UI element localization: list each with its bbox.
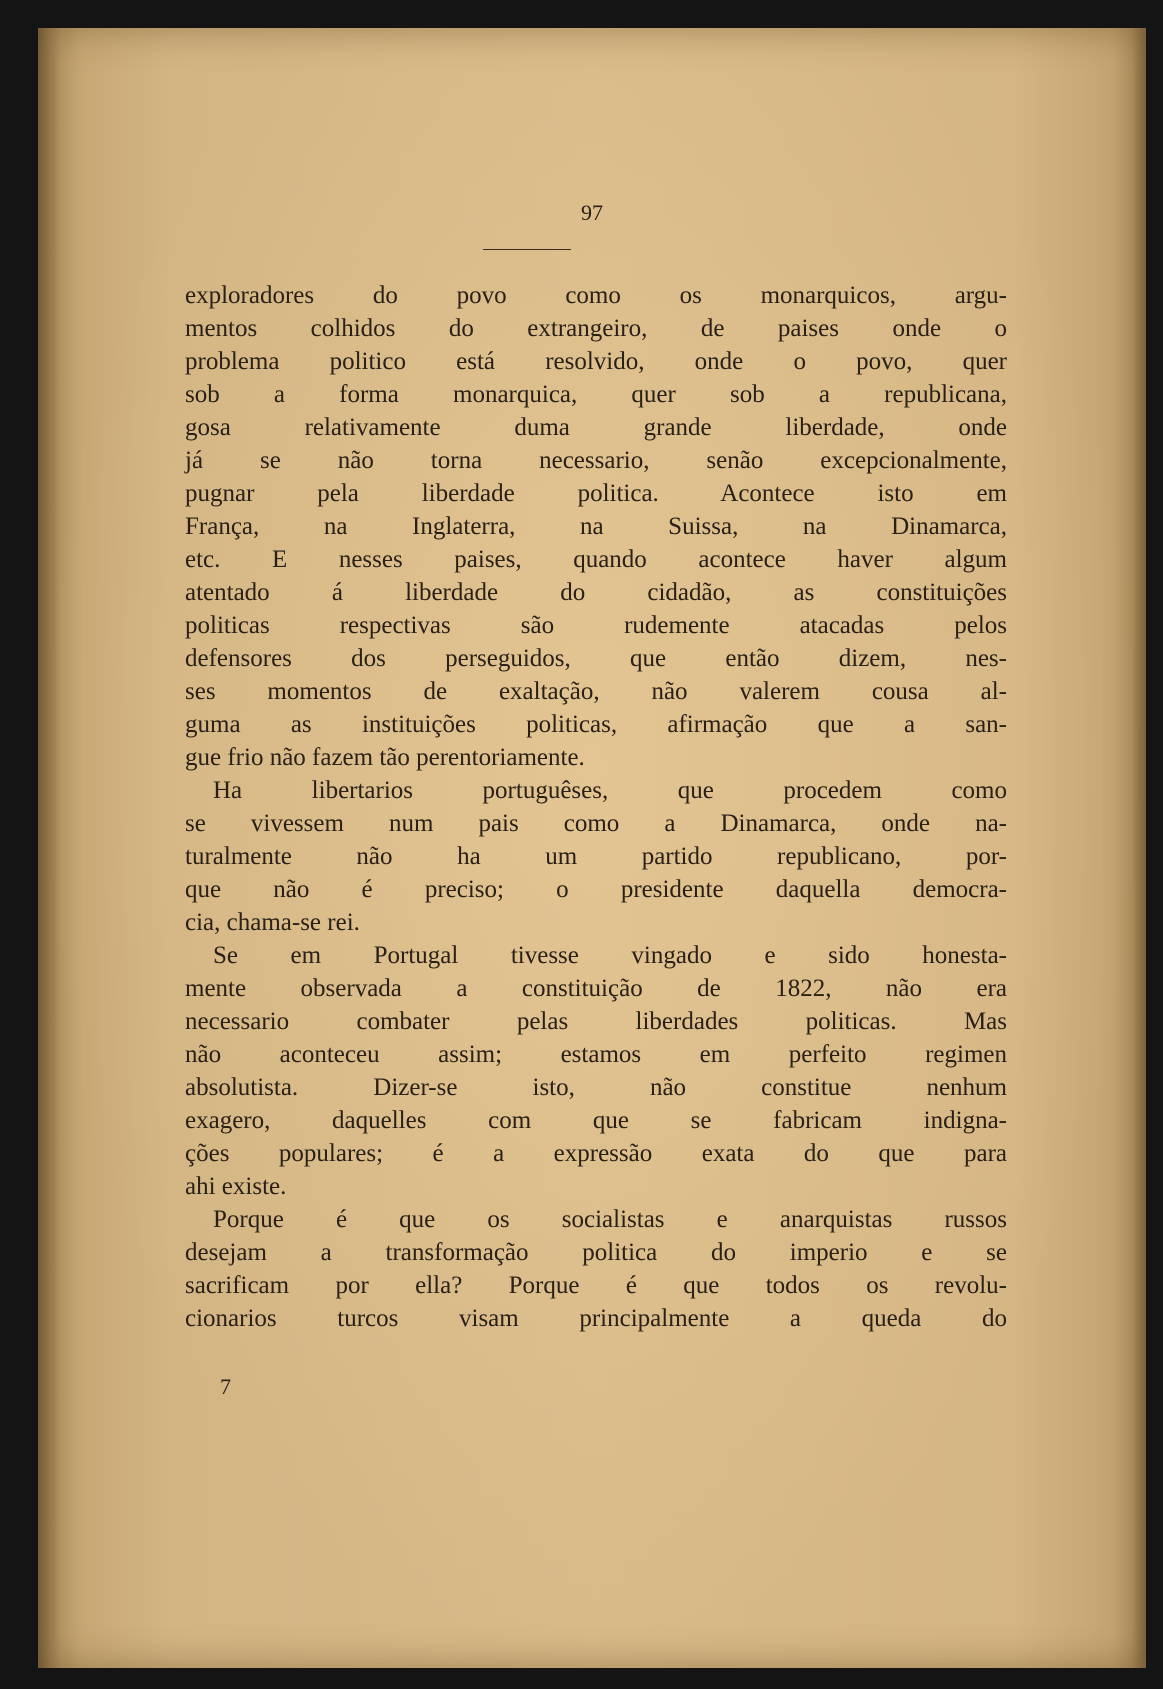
text-line: etc. E nesses paises, quando acontece haver algum — [185, 546, 1007, 573]
text-line: Ha libertarios portuguêses, que procedem como — [213, 777, 1007, 804]
text-line: não aconteceu assim; estamos em perfeito regimen — [185, 1041, 1007, 1068]
text-line: ções populares; é a expressão exata do que para — [185, 1140, 1007, 1167]
text-line: pugnar pela liberdade politica. Acontece isto em — [185, 480, 1007, 507]
text-line: cia, chama-se rei. — [185, 909, 360, 936]
text-line: mentos colhidos do extrangeiro, de paises onde o — [185, 315, 1007, 342]
text-line: ahi existe. — [185, 1173, 287, 1200]
text-line: França, na Inglaterra, na Suissa, na Dinamarca, — [185, 513, 1007, 540]
text-line: se vivessem num pais como a Dinamarca, onde na- — [185, 810, 1007, 837]
header-rule — [483, 249, 571, 250]
page-number: 97 — [581, 200, 603, 225]
text-line: desejam a transformação politica do imperio e se — [185, 1239, 1007, 1266]
text-line: exagero, daquelles com que se fabricam indigna- — [185, 1107, 1007, 1134]
body-text — [185, 279, 1007, 1335]
text-line: exploradores do povo como os monarquicos, argu- — [185, 282, 1007, 309]
text-line: gosa relativamente duma grande liberdade, onde — [185, 414, 1007, 441]
text-line: sob a forma monarquica, quer sob a republicana, — [185, 381, 1007, 408]
text-line: Se em Portugal tivesse vingado e sido honesta- — [213, 942, 1007, 969]
text-line: defensores dos perseguidos, que então dizem, nes- — [185, 645, 1007, 672]
text-line: politicas respectivas são rudemente atacadas pelos — [185, 612, 1007, 639]
binding-gutter — [38, 28, 60, 1668]
paper-page — [38, 28, 1146, 1668]
text-line: sacrificam por ella? Porque é que todos os revolu- — [185, 1272, 1007, 1299]
text-line: Porque é que os socialistas e anarquistas russos — [213, 1206, 1007, 1233]
text-line: necessario combater pelas liberdades politicas. Mas — [185, 1008, 1007, 1035]
text-line: absolutista. Dizer-se isto, não constitue nenhum — [185, 1074, 1007, 1101]
text-line: mente observada a constituição de 1822, não era — [185, 975, 1007, 1002]
signature-mark: 7 — [220, 1374, 231, 1399]
text-line: problema politico está resolvido, onde o povo, quer — [185, 348, 1007, 375]
text-line: já se não torna necessario, senão excepcionalmente, — [185, 447, 1007, 474]
text-line: cionarios turcos visam principalmente a queda do — [185, 1305, 1007, 1332]
text-line: guma as instituições politicas, afirmação que a san- — [185, 711, 1007, 738]
page-edge-shadow — [1132, 28, 1146, 1668]
text-line: atentado á liberdade do cidadão, as constituições — [185, 579, 1007, 606]
text-line: turalmente não ha um partido republicano, por- — [185, 843, 1007, 870]
text-line: ses momentos de exaltação, não valerem cousa al- — [185, 678, 1007, 705]
text-line: que não é preciso; o presidente daquella democra- — [185, 876, 1007, 903]
text-line: gue frio não fazem tão perentoriamente. — [185, 744, 585, 771]
